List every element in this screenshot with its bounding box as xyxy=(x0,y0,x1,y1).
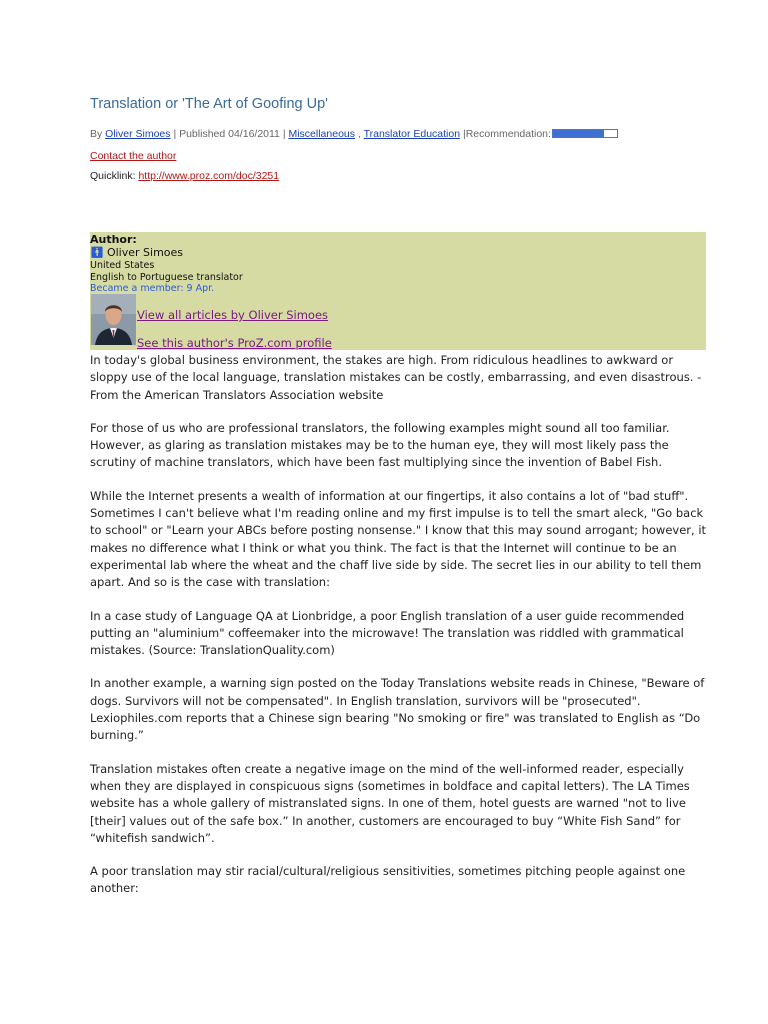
body-paragraph: Translation mistakes often create a negative image on the mind of the well-informed reader, especially when they are displayed in conspicuous signs (sometimes in boldface and capital letters). The LA Times website has a whole gallery of mistranslated signs. In one of them, hotel guests are warned "not to live [their] values out of the safe box.” In another, customers are encouraged to buy “White Fish Sand” for “whitefish sandwich”. xyxy=(90,761,690,845)
author-name: Oliver Simoes xyxy=(106,246,184,259)
body-paragraph: In another example, a warning sign posted on the Today Translations website reads in Chinese, "Beware of dogs. Survivors will not be compensated". In English translation, survivors will be "prosecuted". Lexiophiles.com reports that a Chinese sign bearing "No smoking or fire" was translated to English as “Do burning.” xyxy=(90,676,705,743)
body-paragraph: In a case study of Language QA at Lionbridge, a poor English translation of a user guide recommended putting an "aluminium" coffeemaker into the microwave! The translation was riddled with grammatical mistakes. (Source: TranslationQuality.com) xyxy=(90,608,685,658)
category-miscellaneous-link[interactable]: Miscellaneous xyxy=(288,128,356,140)
quicklink-url[interactable]: http://www.proz.com/doc/3251 xyxy=(138,170,280,182)
body-paragraph: While the Internet presents a wealth of information at our fingertips, it also contains a lot of "bad stuff". Sometimes I can't believe what I'm reading online and my first impulse is to tell the smart aleck, "Go back to school" or "Learn your ABCs before posting nonsense." I know that this may sound arrogant; however, it makes no difference what I think or what you think. The fact is that the Internet will continue to be an experimental lab where the wheat and the chaff live side by side. The secret lies in our ability to tell them apart. And so is the case with translation: xyxy=(90,488,707,590)
body-paragraph: For those of us who are professional translators, the following examples might sound all too familiar. However, as glaring as translation mistakes may be to the human eye, they will most likely pass the scrutiny of machine translators, which have been fast multiplying since the invention of Babel Fish. xyxy=(90,420,670,470)
quicklink-row xyxy=(90,170,279,182)
article-body xyxy=(90,352,710,914)
avatar-portrait xyxy=(91,294,136,345)
quicklink-label: Quicklink: xyxy=(90,170,139,182)
view-all-articles-link[interactable]: View all articles by Oliver Simoes xyxy=(137,308,329,322)
body-paragraph: In today's global business environment, the stakes are high. From ridiculous headlines to awkward or sloppy use of the local language, translation mistakes can be costly, embarrassing, and even disastrous. - From the American Translators Association website xyxy=(90,353,702,402)
body-paragraph: A poor translation may stir racial/cultural/religious sensitivities, sometimes pitching people against one another: xyxy=(90,864,686,896)
author-heading: Author: xyxy=(90,233,137,246)
author-avatar[interactable] xyxy=(91,294,136,345)
article-meta xyxy=(90,128,618,140)
author-box xyxy=(90,232,706,350)
by-label: By xyxy=(90,128,106,140)
category-separator: , xyxy=(355,128,364,140)
author-profile-link[interactable]: See this author's ProZ.com profile xyxy=(137,336,332,350)
author-link[interactable]: Oliver Simoes xyxy=(105,128,171,140)
recommendation-bar-fill xyxy=(553,130,604,137)
author-member-since: Became a member: 9 Apr. xyxy=(90,283,215,294)
recommendation-label: |Recommendation: xyxy=(460,128,551,140)
author-language-pair: English to Portuguese translator xyxy=(90,272,243,283)
recommendation-bar xyxy=(552,129,618,138)
article-title: Translation or 'The Art of Goofing Up' xyxy=(90,96,328,112)
category-translator-education-link[interactable]: Translator Education xyxy=(363,128,461,140)
author-country: United States xyxy=(90,260,155,271)
person-icon: 🚹︎ xyxy=(90,246,104,259)
published-info: | Published 04/16/2011 | xyxy=(170,128,289,140)
contact-author-link[interactable]: Contact the author xyxy=(90,150,177,162)
author-name-row xyxy=(90,246,183,259)
